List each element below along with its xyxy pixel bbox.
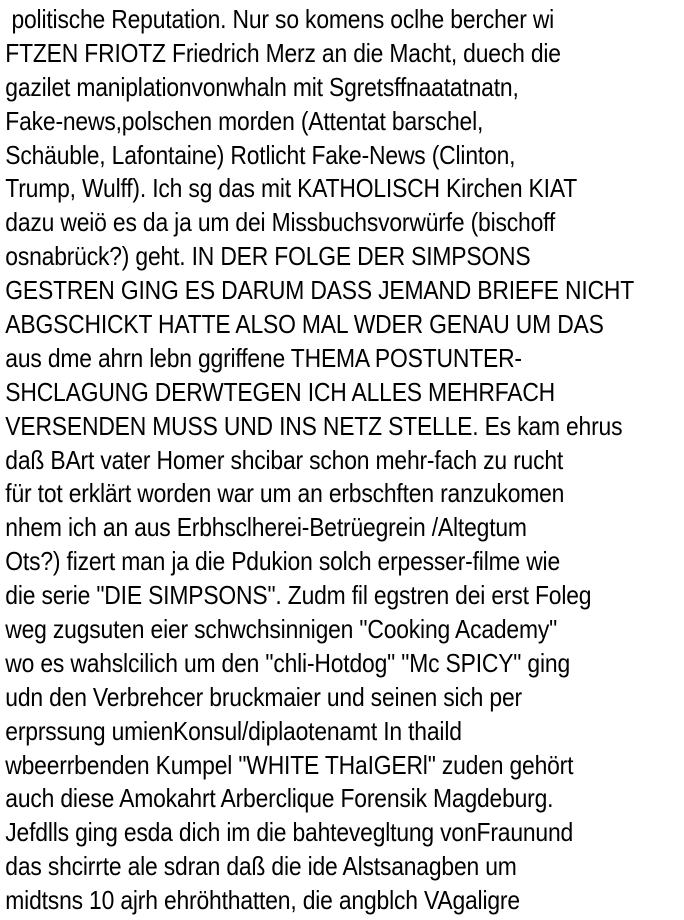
text-line: das shcirrte ale sdran daß die ide Alstsanagben um: [5, 851, 517, 882]
text-line: nhem ich an aus Erbhsclherei-Betrüegrein /Altegtum: [5, 512, 527, 543]
text-line: Trump, Wulff). Ich sg das mit KATHOLISCH Kirchen KIAT: [5, 173, 578, 204]
text-line: FTZEN FRIOTZ Friedrich Merz an die Macht, duech die: [5, 37, 561, 68]
text-line: wo es wahslcilich um den "chli-Hotdog" "Mc SPICY" ging: [5, 647, 570, 678]
text-line: SHCLAGUNG DERWTEGEN ICH ALLES MEHRFACH: [5, 376, 556, 407]
text-line: GESTREN GING ES DARUM DASS JEMAND BRIEFE NICHT: [5, 275, 635, 306]
text-line: politische Reputation. Nur so komens oclhe bercher wi: [5, 4, 555, 34]
text-line: aus dme ahrn lebn ggriffene THEMA POSTUNTER-: [5, 342, 522, 373]
text-line: die serie "DIE SIMPSONS". Zudm fil egstren dei erst Foleg: [5, 580, 592, 611]
text-line: ABGSCHICKT HATTE ALSO MAL WDER GENAU UM DAS: [5, 309, 604, 340]
text-line: erprssung umienKonsul/diplaotenamt In thaild: [5, 715, 462, 746]
text-line: auch diese Amokahrt Arberclique Forensik Magdeburg.: [5, 783, 554, 814]
text-line: Schäuble, Lafontaine) Rotlicht Fake-News (Clinton,: [5, 139, 516, 170]
text-line: udn den Verbrehcer bruckmaier und seinen sich per: [5, 681, 522, 712]
text-line: gazilet maniplationvonwhaln mit Sgretsffnaatatnatn,: [5, 71, 519, 102]
text-line: Fake-news,polschen morden (Attentat barschel,: [5, 105, 484, 136]
text-line: weg zugsuten eier schwchsinnigen "Cooking Academy": [5, 614, 558, 645]
text-line: daß BArt vater Homer shcibar schon mehr-fach zu rucht: [5, 444, 564, 475]
text-line: dazu weiö es da ja um dei Missbuchsvorwürfe (bischoff: [5, 207, 556, 238]
text-line: VERSENDEN MUSS UND INS NETZ STELLE. Es kam ehrus: [5, 410, 623, 441]
text-line: Ots?) fizert man ja die Pdukion solch erpesser-filme wie: [5, 546, 561, 577]
text-line: für tot erklärt worden war um an erbschften ranzukomen: [5, 478, 565, 509]
text-line: wbeerrbenden Kumpel "WHITE THaIGERl" zuden gehört: [5, 749, 574, 780]
text-line: midtsns 10 ajrh ehröhthatten, die angblch VAgaligre: [5, 885, 520, 916]
text-line: osnabrück?) geht. IN DER FOLGE DER SIMPSONS: [5, 241, 531, 272]
text-line: Jefdlls ging esda dich im die bahtevegltung vonFraunund: [5, 817, 574, 848]
